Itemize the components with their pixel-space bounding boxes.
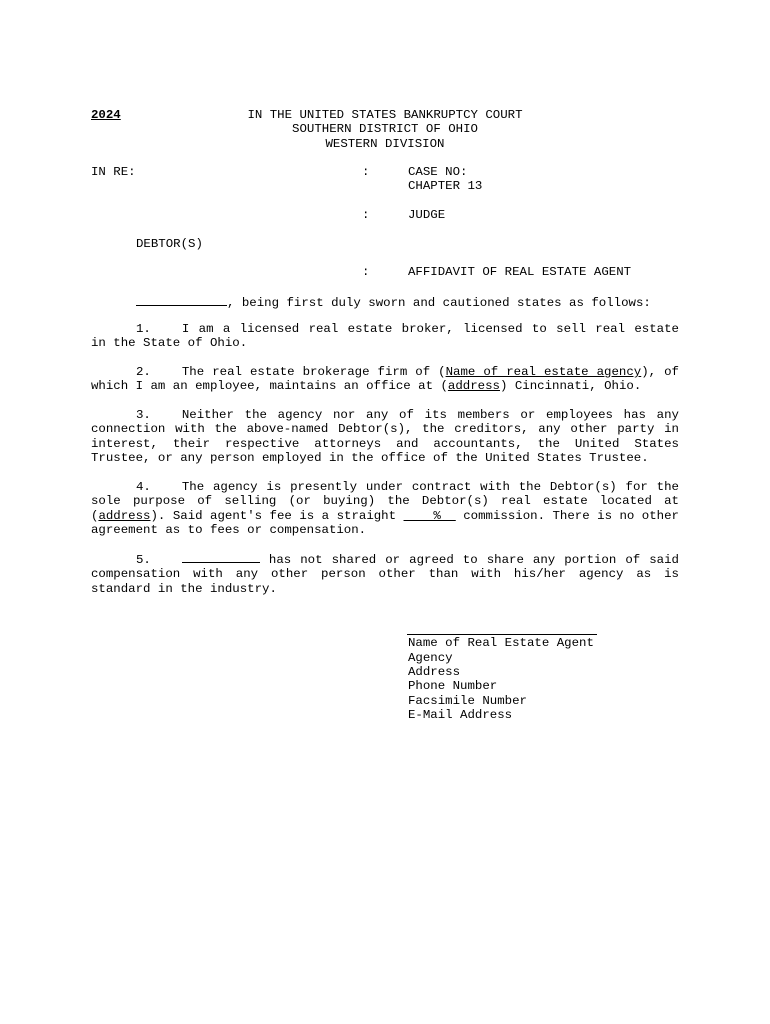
paragraph-number: 5. [136,553,151,567]
address-placeholder: address [447,379,500,394]
paragraph-3 [91,408,679,466]
chapter-label: CHAPTER 13 [408,179,483,193]
signature-address: Address [408,665,461,679]
court-district: SOUTHERN DISTRICT OF OHIO [292,122,478,136]
court-name: IN THE UNITED STATES BANKRUPTCY COURT [247,108,523,122]
signature-fax: Facsimile Number [408,694,527,708]
affiant-name-blank [136,294,227,306]
paragraph-4 [91,480,679,538]
signature-phone: Phone Number [408,679,498,693]
caption-colon-3: : [362,265,370,279]
paragraph-5 [91,551,679,596]
intro-line [136,294,651,310]
document-title: AFFIDAVIT OF REAL ESTATE AGENT [408,265,632,279]
signature-name: Name of Real Estate Agent [408,636,594,650]
paragraph-text: The real estate brokerage firm of ( [181,365,446,379]
address-placeholder: address [98,508,151,523]
paragraph-1 [91,322,679,351]
agency-name-placeholder: Name of real estate agency [445,365,642,379]
paragraph-text: Neither the agency nor any of its members or employees has any connection with the above-named Debtor(s), the creditors, any other party in interest, their respective attorneys and accountants, the United States Trustee, or any person employed in the office of the United States Trustee. [91,408,679,466]
paragraph-text: ) Cincinnati, Ohio. [499,379,642,394]
paragraph-text: has not shared or agreed to share any portion of said compensation with any other person other than with his/her agency as is standard in the industry. [91,553,679,596]
percent-blank: % [403,508,456,523]
judge-label: JUDGE [408,208,446,222]
caption-colon-1: : [362,165,370,179]
signature-email: E-Mail Address [408,708,513,722]
signature-line [407,634,597,635]
paragraph-number: 1. [136,322,151,336]
agent-name-blank [182,551,260,563]
caption-colon-2: : [362,208,370,222]
paragraph-number: 2. [136,365,151,379]
year-label: 2024 [91,108,121,122]
court-division: WESTERN DIVISION [325,137,445,151]
paragraph-number: 4. [136,480,151,494]
paragraph-text: commission. There is no other agreement as to fees or compensation. [91,508,679,538]
paragraph-text: ), of which I am an employee, maintains an office at ( [91,365,679,394]
paragraph-text: I am a licensed real estate broker, licensed to sell real estate in the State of Ohio. [91,322,679,351]
signature-agency: Agency [408,651,453,665]
in-re-label: IN RE: [91,165,136,179]
case-no-label: CASE NO: [408,165,468,179]
debtors-label: DEBTOR(S) [136,237,203,251]
paragraph-text: ). Said agent's fee is a straight [150,508,404,523]
paragraph-number: 3. [136,408,151,422]
paragraph-text: The agency is presently under contract with the Debtor(s) for the sole purpose of selling (or buying) the Debtor(s) real estate located at ( [91,480,679,523]
intro-text: , being first duly sworn and cautioned states as follows: [227,296,651,310]
paragraph-2 [91,365,679,394]
